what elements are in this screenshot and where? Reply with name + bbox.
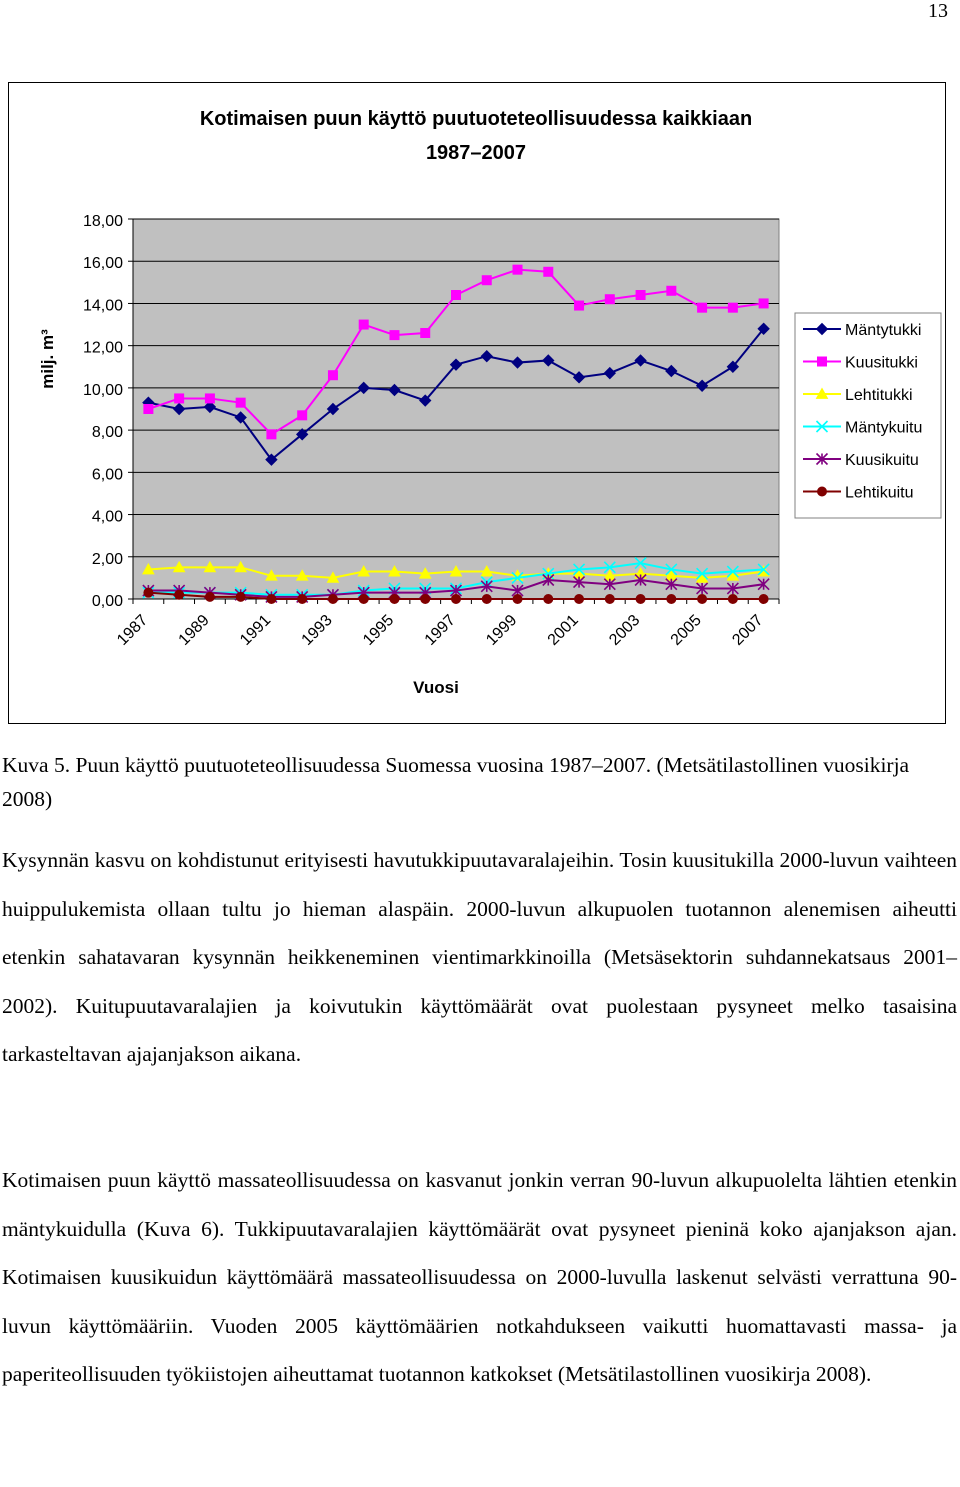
data-point	[605, 295, 614, 304]
x-tick-label: 1999	[483, 611, 521, 649]
data-point	[482, 595, 491, 604]
data-point	[698, 595, 707, 604]
data-point	[759, 595, 768, 604]
data-point	[636, 595, 645, 604]
x-tick-label: 1991	[237, 611, 275, 649]
data-point	[359, 320, 368, 329]
data-point	[575, 301, 584, 310]
x-tick-label: 1993	[298, 611, 336, 649]
legend-label: Mäntykuitu	[845, 419, 923, 437]
data-point	[328, 371, 337, 380]
y-tick-label: 8,00	[91, 424, 123, 442]
data-point	[236, 398, 245, 407]
y-tick-label: 14,00	[82, 297, 123, 315]
x-axis-label: Vuosi	[413, 678, 459, 697]
y-tick-label: 0,00	[91, 593, 123, 610]
figure-caption: Kuva 5. Puun käyttö puutuoteteollisuudessa Suomessa vuosina 1987–2007. (Metsätilastollinen vuosikirja 2008)	[2, 753, 910, 811]
data-point	[390, 595, 399, 604]
legend-label: Kuusitukki	[845, 354, 918, 372]
chart-title: Kotimaisen puun käyttö puutuoteteollisuudessa kaikkiaan	[199, 108, 753, 130]
data-point	[421, 329, 430, 338]
data-point	[544, 267, 553, 276]
data-point	[267, 595, 276, 604]
legend-marker	[818, 487, 827, 496]
legend-label: Mäntytukki	[845, 322, 922, 339]
data-point	[667, 286, 676, 295]
data-point	[359, 595, 368, 604]
data-point	[267, 430, 276, 439]
data-point	[575, 595, 584, 604]
chart-frame	[8, 82, 946, 724]
plot-area	[133, 219, 779, 599]
y-tick-label: 16,00	[82, 255, 123, 273]
data-point	[728, 595, 737, 604]
data-point	[205, 592, 214, 601]
y-tick-label: 6,00	[91, 466, 123, 484]
y-axis-label: milj. m³	[38, 329, 57, 389]
data-point	[144, 405, 153, 414]
paragraph-2: Kotimaisen puun käyttö massateollisuudessa on kasvanut jonkin verran 90-luvun alkupuolelta lähtien etenkin mäntykuidulla (Kuva 6). Tukkipuutavaralajien käyttömäärät ovat pysyneet pieninä koko ajanjakson ajan. Kotimaisen kuusikuidun käyttömäärä massateollisuudessa on 2000-luvulla laskenut selvästi verrattuna 90-luvun käyttömääriin. Vuoden 2005 käyttömäärien notkahdukseen vaikutti huomattavasti massa- ja paperiteollisuuden työkiistojen aiheuttamat tuotannon katkokset (Metsätilastollinen vuosikirja 2008).	[2, 1168, 957, 1386]
legend-marker	[818, 357, 827, 366]
data-point	[236, 592, 245, 601]
x-tick-label: 1995	[360, 611, 398, 649]
data-point	[390, 331, 399, 340]
data-point	[175, 590, 184, 599]
x-tick-label: 2005	[667, 611, 705, 649]
x-tick-label: 1989	[175, 611, 213, 649]
data-point	[728, 303, 737, 312]
data-point	[513, 595, 522, 604]
y-tick-label: 12,00	[82, 339, 123, 357]
data-point	[482, 276, 491, 285]
data-point	[698, 303, 707, 312]
data-point	[452, 291, 461, 300]
data-point	[667, 595, 676, 604]
data-point	[544, 595, 553, 604]
data-point	[175, 394, 184, 403]
legend-label: Lehtikuitu	[845, 484, 914, 502]
data-point	[298, 595, 307, 604]
data-point	[605, 595, 614, 604]
data-point	[452, 595, 461, 604]
page-number: 13	[928, 0, 948, 22]
x-tick-label: 1997	[421, 611, 459, 649]
legend-label: Lehtitukki	[845, 387, 913, 404]
data-point	[636, 291, 645, 300]
x-tick-label: 2003	[606, 611, 644, 649]
data-point	[298, 411, 307, 420]
data-point	[513, 265, 522, 274]
y-tick-label: 2,00	[91, 550, 123, 568]
x-tick-label: 2007	[729, 611, 767, 649]
chart-subtitle: 1987–2007	[425, 142, 527, 164]
paragraph-1: Kysynnän kasvu on kohdistunut erityisesti havutukkipuutavaralajeihin. Tosin kuusitukilla 2000-luvun vaihteen huippulukemista ollaan tultu jo hieman alaspäin. 2000-luvun alkupuolen tuotannon alenemisen aiheutti etenkin sahatavaran kysynnän heikkeneminen vientimarkkinoilla (Metsäsektorin suhdannekatsaus 2001–2002). Kuitupuutavaralajien ja koivutukin käyttömäärät ovat puolestaan pysyneet melko tasaisina tarkasteltavan ajajanjakson aikana.	[2, 848, 957, 1066]
legend	[795, 313, 941, 518]
data-point	[328, 595, 337, 604]
y-tick-label: 10,00	[82, 381, 123, 399]
y-tick-label: 4,00	[91, 508, 123, 526]
x-tick-label: 1987	[114, 611, 152, 649]
legend-label: Kuusikuitu	[845, 452, 919, 469]
line-chart	[9, 83, 945, 723]
data-point	[759, 299, 768, 308]
y-tick-label: 18,00	[82, 213, 123, 230]
data-point	[421, 595, 430, 604]
data-point	[205, 394, 214, 403]
data-point	[144, 588, 153, 597]
x-tick-label: 2001	[544, 611, 582, 649]
